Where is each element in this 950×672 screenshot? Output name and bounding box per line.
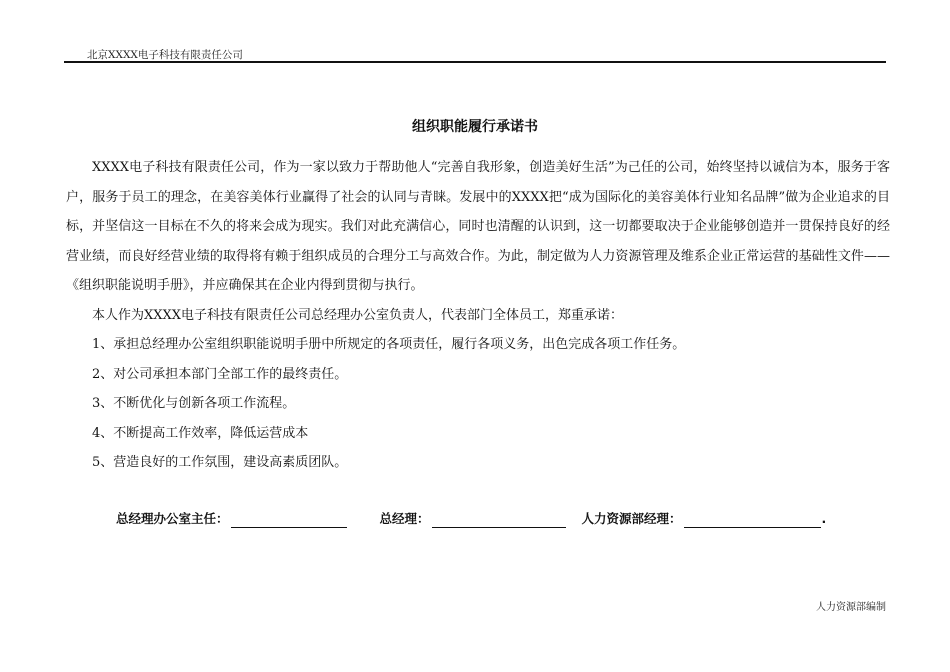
general-manager-signature-label: 总经理： (379, 511, 430, 526)
signature-end-mark: . (821, 511, 827, 526)
signature-block (116, 510, 826, 528)
hr-manager-signature-label: 人力资源部经理： (581, 511, 682, 526)
commitment-item-3: 3、不断优化与创新各项工作流程。 (92, 396, 296, 411)
commitment-item-5: 5、营造良好的工作氛围，建设高素质团队。 (92, 455, 348, 470)
page-header-company: 北京XXXX电子科技有限责任公司 (87, 49, 243, 61)
general-manager-signature-line[interactable] (432, 511, 566, 528)
document-body (66, 153, 890, 478)
header-divider (64, 61, 886, 63)
document-title: 组织职能履行承诺书 (412, 119, 538, 135)
intro-paragraph: XXXX电子科技有限责任公司，作为一家以致力于帮助他人“完善自我形象，创造美好生活”为己任的公司，始终坚持以诚信为本，服务于客户，服务于员工的理念，在美容美体行业赢得了社会的认同与青睐。发展中的XXXX把“成为国际化的美容美体行业知名品牌”做为企业追求的目标，并坚信这一目标在不久的将来会成为现实。我们对此充满信心，同时也清醒的认识到，这一切都要取决于企业能够创造并一贯保持良好的经营业绩，而良好经营业绩的取得将有赖于组织成员的合理分工与高效合作。为此，制定做为人力资源管理及维系企业正常运营的基础性文件——《组织职能说明手册》，并应确保其在企业内得到贯彻与执行。 (66, 160, 890, 293)
office-director-signature-line[interactable] (231, 511, 347, 528)
commitment-item-2: 2、对公司承担本部门全部工作的最终责任。 (92, 366, 348, 382)
commitment-item-1: 1、承担总经理办公室组织职能说明手册中所规定的各项责任，履行各项义务，出色完成各项工作任务。 (92, 337, 686, 352)
hr-manager-signature-line[interactable] (684, 511, 821, 528)
footer-compiled-by: 人力资源部编制 (816, 602, 886, 613)
commitment-item-4: 4、不断提高工作效率，降低运营成本 (92, 425, 309, 441)
commitment-statement: 本人作为XXXX电子科技有限责任公司总经理办公室负责人，代表部门全体员工，郑重承诺： (92, 307, 624, 323)
office-director-signature-label: 总经理办公室主任： (116, 511, 229, 526)
